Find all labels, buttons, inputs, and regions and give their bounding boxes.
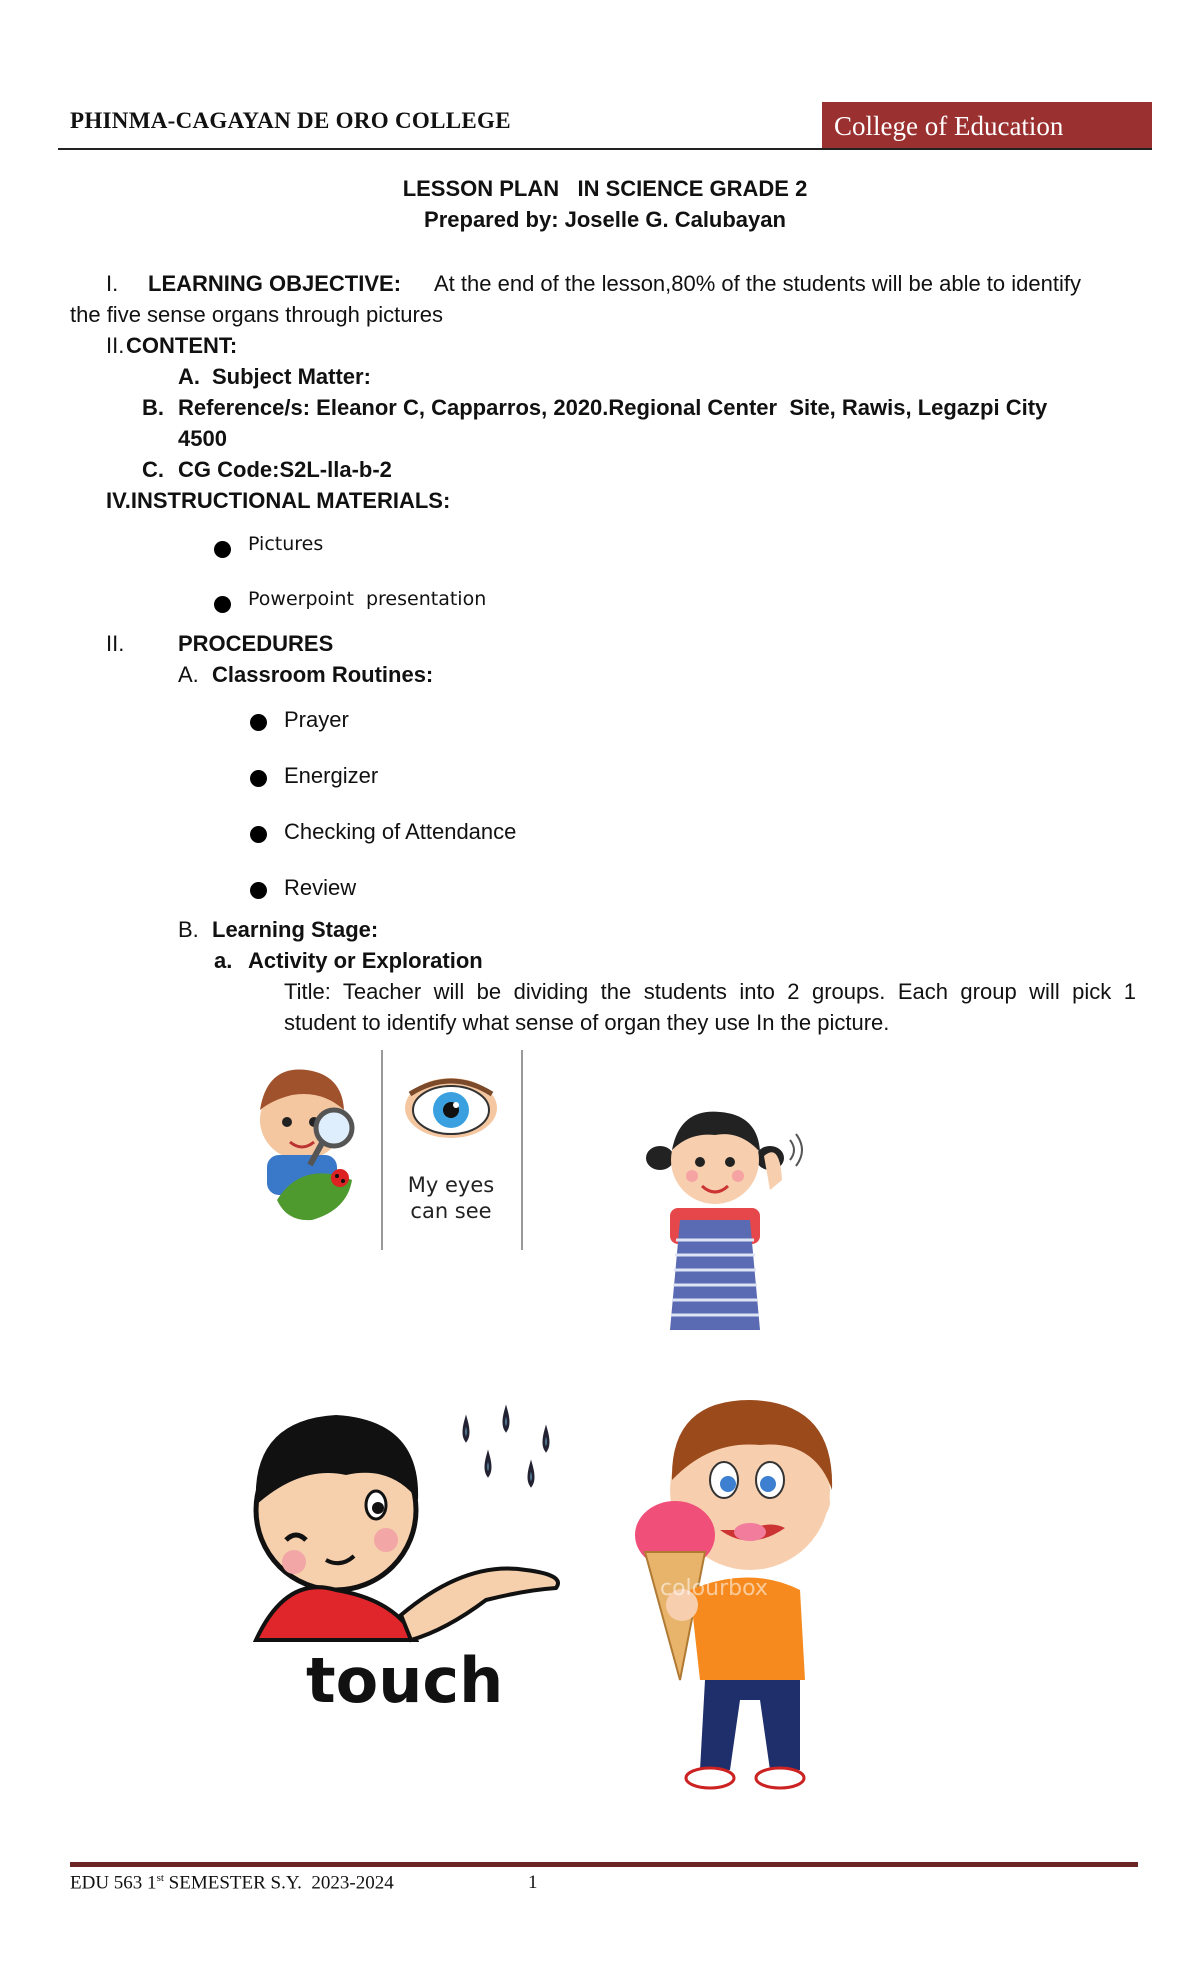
- activity-heading: Activity or Exploration: [248, 948, 483, 973]
- procedures-heading: PROCEDURES: [178, 631, 334, 656]
- lesson-title: LESSON PLAN IN SCIENCE GRADE 2: [402, 176, 808, 201]
- taste-picture: [600, 1380, 870, 1800]
- objective-text: At the end of the lesson,80% of the students will be able to identify: [434, 271, 1081, 296]
- header-divider: [58, 148, 1152, 150]
- material-item: Powerpoint presentation: [248, 588, 487, 610]
- hearing-picture: [640, 1090, 820, 1340]
- routines-heading: Classroom Routines:: [212, 662, 434, 687]
- reference-text-cont: 4500: [178, 426, 227, 451]
- routines-label: A.: [178, 662, 199, 687]
- subject-matter-label: A.: [178, 364, 200, 389]
- cg-code-label: C.: [142, 457, 164, 482]
- learning-stage-label: B.: [178, 917, 199, 942]
- prepared-by: Prepared by: Joselle G. Calubayan: [424, 207, 786, 232]
- content-heading: CONTENT:: [126, 333, 238, 358]
- sight-picture: [252, 1050, 532, 1250]
- content-number: II.: [106, 333, 125, 358]
- routine-item: Review: [284, 875, 357, 900]
- footer-course: [70, 1872, 394, 1894]
- touch-label: touch: [306, 1644, 504, 1717]
- routine-item: Checking of Attendance: [284, 819, 517, 844]
- eyes-caption-line1: My eyes: [407, 1173, 495, 1197]
- eyes-caption-line2: can see: [410, 1199, 492, 1223]
- bullet-icon: [250, 714, 267, 731]
- bullet-icon: [250, 770, 267, 787]
- page-number: 1: [528, 1872, 538, 1893]
- bullet-icon: [250, 826, 267, 843]
- reference-label: B.: [142, 395, 164, 420]
- material-item: Pictures: [248, 533, 324, 555]
- college-name: PHINMA-CAGAYAN DE ORO COLLEGE: [70, 108, 511, 133]
- watermark-text: colourbox: [660, 1576, 768, 1601]
- footer-semester: SEMESTER S.Y. 2023-2024: [163, 1872, 394, 1894]
- footer-course-code: EDU 563 1: [70, 1872, 157, 1894]
- reference-text: Reference/s: Eleanor C, Capparros, 2020.Regional Center Site, Rawis, Legazpi City: [178, 395, 1048, 420]
- objective-number: I.: [106, 271, 119, 296]
- routine-item: Energizer: [284, 763, 379, 788]
- learning-stage-heading: Learning Stage:: [212, 917, 379, 942]
- bullet-icon: [214, 596, 231, 613]
- cg-code: CG Code:S2L-lla-b-2: [178, 457, 392, 482]
- activity-label: a.: [214, 948, 233, 973]
- objective-text-cont: the five sense organs through pictures: [70, 302, 444, 327]
- activity-text-cont: student to identify what sense of organ they use In the picture.: [284, 1010, 890, 1035]
- footer-superscript: st: [156, 1872, 164, 1884]
- objective-label: LEARNING OBJECTIVE:: [148, 271, 402, 296]
- materials-heading: IV.INSTRUCTIONAL MATERIALS:: [106, 488, 451, 513]
- activity-text: Title: Teacher will be dividing the students into 2 groups. Each group will pick 1: [284, 979, 1136, 1004]
- routine-item: Prayer: [284, 707, 349, 732]
- touch-picture: [226, 1390, 586, 1730]
- subject-matter: Subject Matter:: [212, 364, 371, 389]
- bullet-icon: [214, 541, 231, 558]
- procedures-number: II.: [106, 631, 125, 656]
- bullet-icon: [250, 882, 267, 899]
- department-banner: College of Education: [822, 102, 1152, 150]
- footer-divider: [70, 1862, 1138, 1867]
